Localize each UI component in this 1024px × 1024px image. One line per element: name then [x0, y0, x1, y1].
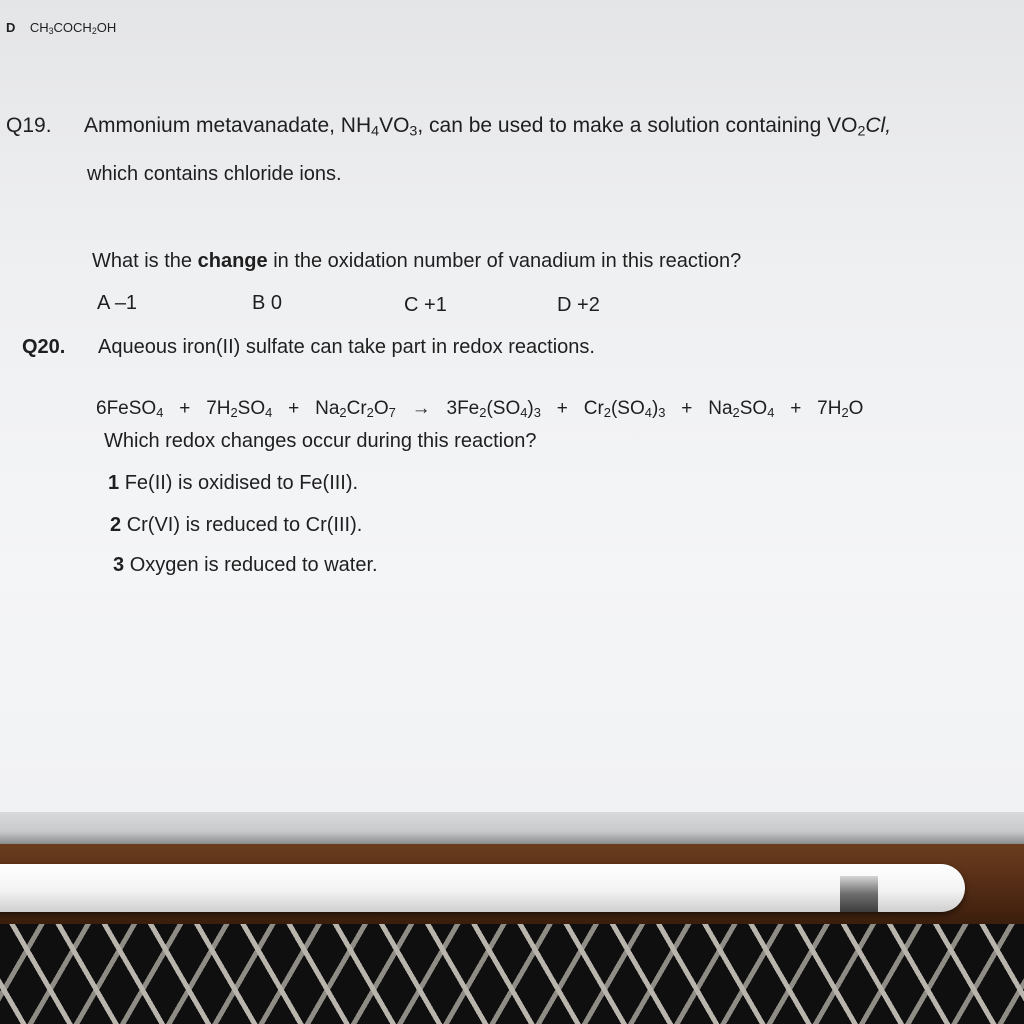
- q20-question: Which redox changes occur during this reaction?: [104, 430, 537, 452]
- metal-mesh: [0, 924, 1024, 1024]
- stylus-band: [840, 876, 878, 912]
- q19-option-c: C +1: [404, 294, 447, 316]
- q20-number: Q20.: [22, 336, 66, 358]
- q20-equation: 6FeSO$_4$ + $7H_2SO_4$ + $Na_2Cr_2O_7$ → $3Fe_2(SO_4)_3$ + $Cr_2(SO_4)_3$ + $Na_2SO_4$ + $7H_2O$: [96, 398, 864, 421]
- q20-stem: Aqueous iron(II) sulfate can take part in redox reactions.: [98, 336, 595, 358]
- q19-line1: Ammonium metavanadate, $NH_4VO_3$, can be used to make a solution containing $VO_2Cl$,: [84, 114, 892, 140]
- q19-option-a: A –1: [97, 292, 138, 314]
- q19-option-d: D +2: [557, 294, 600, 316]
- q20-statement-3: 3 Oxygen is reduced to water.: [113, 554, 378, 576]
- q20-statement-2: 2 Cr(VI) is reduced to Cr(III).: [110, 514, 363, 536]
- q20-statement-1: 1 Fe(II) is oxidised to Fe(III).: [108, 472, 359, 494]
- plus-sign: +: [179, 398, 191, 419]
- arrow-icon: →: [411, 398, 431, 419]
- device-bezel: [0, 812, 1024, 844]
- stylus-pencil: [0, 864, 965, 912]
- q19-option-b: B 0: [252, 292, 283, 314]
- prev-option-line: D $CH_3COCH_2OH$: [6, 20, 117, 37]
- q19-number: Q19.: [6, 114, 52, 137]
- q19-line2: which contains chloride ions.: [87, 163, 342, 185]
- q19-question: What is the change in the oxidation number of vanadium in this reaction?: [92, 250, 742, 272]
